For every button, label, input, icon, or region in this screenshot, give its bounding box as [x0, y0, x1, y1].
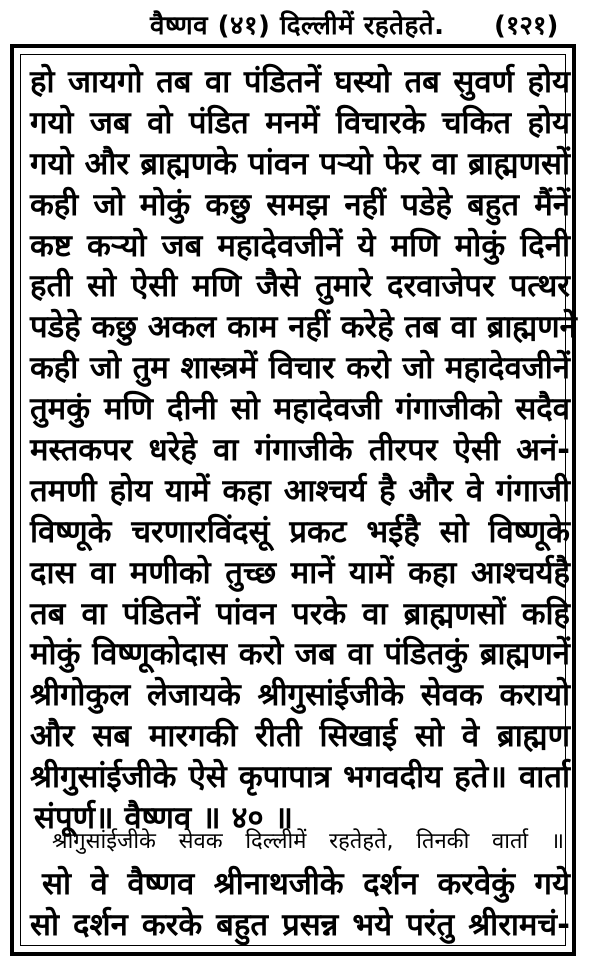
main-text-block [30, 62, 577, 839]
text-line-closing: संपूर्ण॥ वैष्णव ॥ ४० ॥ [34, 800, 293, 837]
section-heading: श्रीगुसांईजीके सेवक दिल्लीमें रहतेहते, तिनकी वार्ता ॥ [52, 829, 564, 854]
running-title: वैष्णव (४१) दिल्लीमें रहतेहते. [150, 11, 445, 41]
text-line: गयो जब वो पंडित मनमें विचारके चकित होय [30, 104, 570, 141]
text-line: सो वे वैष्णव श्रीनाथजीके दर्शन करवेकुं गये [42, 866, 570, 902]
text-line: विष्णूके चरणारविंदसूं प्रकट भईहै सो विष्णूके [30, 513, 570, 550]
text-line: तब वा पंडितनें पांवन परके वा ब्राह्मणसों कहि [30, 595, 570, 632]
text-line: गयो और ब्राह्मणके पांवन पर्‍यो फेर वा ब्राह्मणसों [30, 145, 570, 182]
page-number: (१२१) [494, 11, 559, 41]
text-line: कही जो मोकुं कछु समझ नहीं पडेहे बहुत मैंनें [30, 186, 570, 223]
text-line: और सब मारगकी रीती सिखाई सो वे ब्राह्मण [30, 718, 570, 755]
text-line: हती सो ऐसी मणि जैसे तुमारे दरवाजेपर पत्थर [30, 268, 570, 305]
text-line: पडेहे कछु अकल काम नहीं करेहे तब वा ब्राह्मणने [30, 309, 577, 346]
text-line: मस्तकपर धरेहे वा गंगाजीके तीरपर ऐसी अनं- [30, 432, 570, 469]
text-line: हो जायगो तब वा पंडितनें घस्यो तब सुवर्ण होय [30, 64, 570, 100]
text-line: सो दर्शन करके बहुत प्रसन्न भये परंतु श्रीरामचं- [30, 906, 570, 943]
page-header [0, 0, 600, 44]
text-line: कही जो तुम शास्त्रमें विचार करो जो महादेवजीनें [30, 350, 570, 387]
text-line: श्रीगुसांईजीके ऐसे कृपापात्र भगवदीय हते॥ वार्ता [30, 759, 570, 796]
text-line: तमणी होय यामें कहा आश्चर्य है और वे गंगाजी [30, 472, 570, 509]
continuation-text-block [30, 864, 570, 946]
text-line: दास वा मणीको तुच्छ मानें यामें कहा आश्चर्यहै [30, 554, 570, 591]
text-line: तुमकुं मणि दीनी सो महादेवजी गंगाजीको सदैव [30, 391, 570, 428]
text-line: मोकुं विष्णूकोदास करो जब वा पंडितकुं ब्राह्मणनें [30, 636, 570, 673]
text-line: श्रीगोकुल लेजायके श्रीगुसांईजीके सेवक करायो [30, 677, 570, 714]
text-line: कष्ट कर्‍यो जब महादेवजीनें ये मणि मोकुं दिनी [30, 227, 570, 264]
